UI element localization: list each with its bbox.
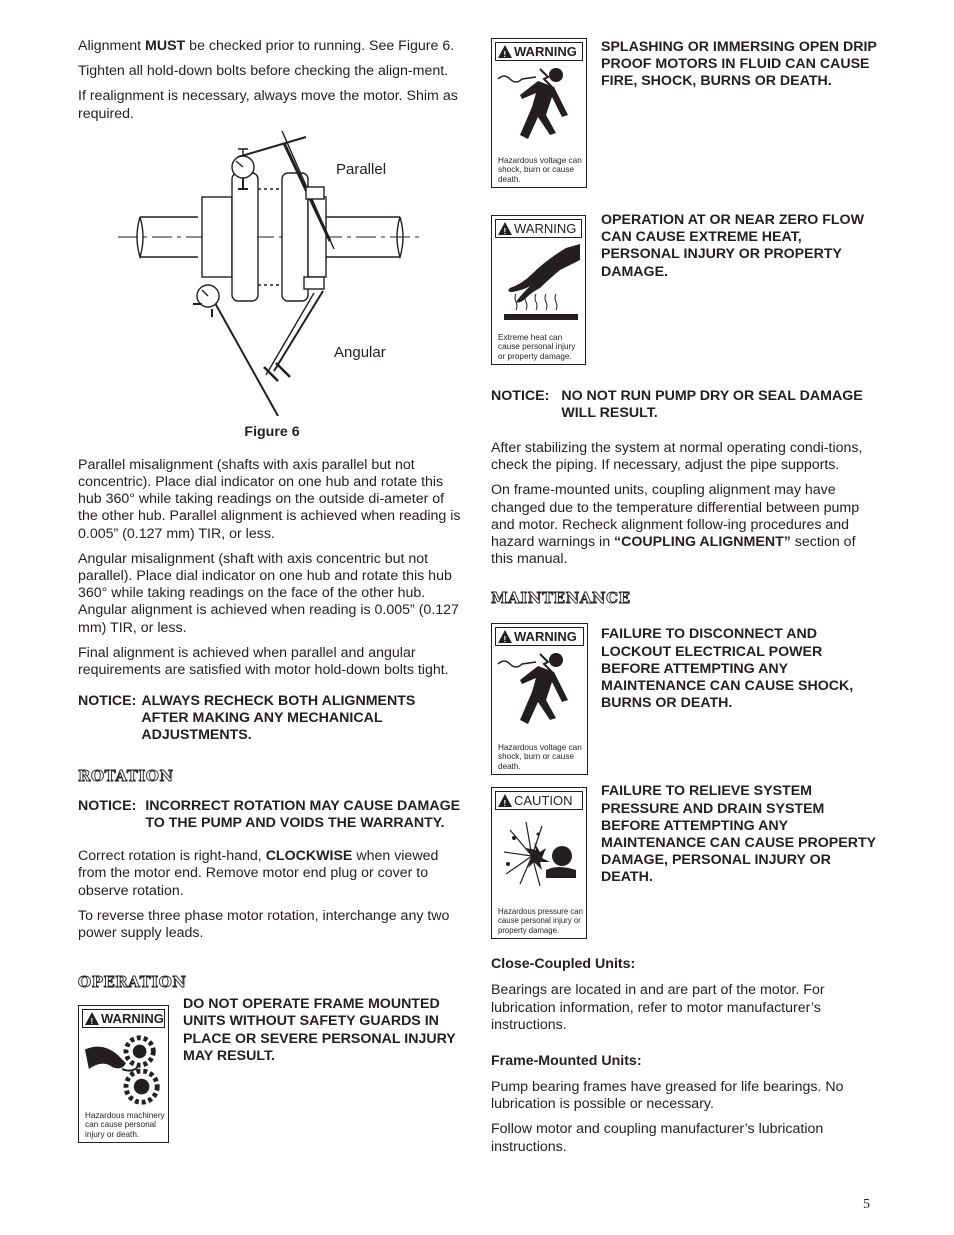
left-column (78, 38, 466, 1159)
warning-sign-caption: Extreme heat can cause personal injury or property damage. (498, 332, 576, 361)
svg-text:!: ! (90, 1017, 94, 1026)
electric-shock-icon (496, 648, 582, 732)
warning-sign-header: ! WARNING (495, 42, 583, 61)
frame-mounted-paragraph-2: Follow motor and coupling manufacturer’s lubrication instructions. (491, 1121, 824, 1155)
figure-6-diagram (78, 131, 466, 416)
page-number: 5 (863, 1197, 870, 1212)
warning-open-drip-motors (491, 38, 877, 188)
warning-sign-machinery (78, 1005, 169, 1143)
operation-warning (78, 996, 466, 1143)
caution-pressure-text: FAILURE TO RELIEVE SYSTEM PRESSURE AND DRAIN SYSTEM BEFORE ATTEMPTING ANY MAINTENANCE CAN CAUSE PROPERTY DAMAGE, PERSONAL INJURY OR DEATH. (601, 783, 876, 886)
notice-incorrect-rotation: NOTICE: INCORRECT ROTATION MAY CAUSE DAMAGE TO THE PUMP AND VOIDS THE WARRANTY. (78, 798, 461, 832)
warning-triangle-icon (498, 45, 512, 58)
svg-text:!: ! (503, 50, 507, 58)
right-column (491, 38, 877, 1164)
notice-recheck-alignments: NOTICE: ALWAYS RECHECK BOTH ALIGNMENTS AFTER MAKING ANY MECHANICAL ADJUSTMENTS. (78, 693, 416, 744)
rotation-paragraph: Correct rotation is right-hand, CLOCKWISE when viewed from the motor end. Remove motor end plug or cover to observe rotation. (78, 848, 439, 899)
warning-sign-caption: Hazardous machinery can cause personal injury or death. (85, 1110, 165, 1139)
warning-sign-caption: Hazardous voltage can shock, burn or cause death. (498, 742, 582, 771)
parallel-label: Parallel (336, 160, 387, 178)
close-coupled-heading: Close-Coupled Units: (491, 956, 636, 973)
operation-heading: OPERATION (78, 973, 187, 992)
alignment-paragraph: Alignment MUST be checked prior to running. See Figure 6. (78, 38, 455, 54)
svg-text:!: ! (503, 635, 507, 644)
operation-warning-text: DO NOT OPERATE FRAME MOUNTED UNITS WITHOUT SAFETY GUARDS IN PLACE OR SEVERE PERSONAL INJURY MAY RESULT. (183, 996, 456, 1064)
final-alignment-paragraph: Final alignment is achieved when parallel and angular requirements are satisfied with motor hold-down bolts tight. (78, 644, 449, 679)
hazardous-machinery-icon (83, 1030, 167, 1112)
warning-open-drip-text: SPLASHING OR IMMERSING OPEN DRIP PROOF MOTORS IN FLUID CAN CAUSE FIRE, SHOCK, BURNS OR DEATH. (601, 39, 877, 90)
caution-sign-caption: Hazardous pressure can cause personal injury or property damage. (498, 906, 583, 935)
warning-sign-voltage (491, 623, 588, 775)
angular-misalignment-paragraph: Angular misalignment (shaft with axis concentric but not parallel). Place dial indicator on one hub and rotate this hub 360° while taking readings on the face of the other hub. Angular alignment is achieved when reading is 0.005” (0.127 mm) TIR, or less. (78, 550, 459, 636)
frame-mounted-alignment-paragraph: On frame-mounted units, coupling alignment may have changed due to the temperature differential between pump and motor. Recheck alignment follow-ing procedures and hazard warnings in “COUPLING ALIGNMENT” section of this manual. (491, 482, 860, 568)
caution-sign-pressure (491, 787, 587, 939)
warning-triangle-icon (85, 1012, 99, 1025)
realignment-paragraph: If realignment is necessary, always move the motor. Shim as required. (78, 88, 458, 122)
svg-text:!: ! (503, 799, 507, 808)
warning-sign-header: ! WARNING (495, 627, 584, 646)
angular-label: Angular (334, 343, 386, 361)
caution-sign-header: ! CAUTION (495, 791, 583, 810)
rotation-heading: ROTATION (78, 767, 174, 786)
warning-triangle-icon (498, 222, 512, 235)
electric-shock-icon (496, 63, 582, 147)
caution-system-pressure (491, 783, 877, 939)
figure-caption: Figure 6 (244, 423, 300, 440)
frame-mounted-heading: Frame-Mounted Units: (491, 1053, 642, 1070)
warning-lockout-power (491, 623, 877, 775)
warning-triangle-icon (498, 794, 512, 807)
parallel-misalignment-paragraph: Parallel misalignment (shafts with axis parallel but not concentric). Place dial indicator on one hub and rotate this hub 360° while taking readings on the outside di-ameter of the other hub. Parallel alignment is achieved when reading is 0.005” (0.127 mm) TIR, or less. (78, 456, 461, 542)
warning-triangle-icon (498, 630, 512, 643)
warning-zero-flow (491, 212, 877, 365)
coupling-alignment-illustration (78, 131, 466, 416)
warning-sign-header: ! WARNING (495, 219, 582, 238)
warning-sign-voltage (491, 38, 587, 188)
reverse-rotation-paragraph: To reverse three phase motor rotation, interchange any two power supply leads. (78, 907, 450, 942)
maintenance-heading: MAINTENANCE (491, 589, 631, 608)
warning-zero-flow-text: OPERATION AT OR NEAR ZERO FLOW CAN CAUSE EXTREME HEAT, PERSONAL INJURY OR PROPERTY DAMAGE. (601, 212, 864, 280)
frame-mounted-paragraph-1: Pump bearing frames have greased for life bearings. No lubrication is possible or necessary. (491, 1079, 844, 1113)
close-coupled-paragraph: Bearings are located in and are part of the motor. For lubrication information, refer to motor manufacturer’s instructions. (491, 982, 825, 1033)
svg-text:!: ! (503, 227, 507, 235)
warning-lockout-text: FAILURE TO DISCONNECT AND LOCKOUT ELECTRICAL POWER BEFORE ATTEMPTING ANY MAINTENANCE CAN CAUSE SHOCK, BURNS OR DEATH. (601, 626, 854, 712)
warning-sign-heat (491, 215, 586, 365)
warning-sign-header: ! WARNING (82, 1009, 165, 1028)
hazardous-pressure-icon (496, 812, 582, 896)
warning-sign-caption: Hazardous voltage can shock, burn or cause death. (498, 155, 582, 184)
extreme-heat-icon (496, 240, 582, 324)
tighten-paragraph: Tighten all hold-down bolts before checking the align-ment. (78, 63, 449, 80)
notice-dry-run: NOTICE: NO NOT RUN PUMP DRY OR SEAL DAMAGE WILL RESULT. (491, 388, 863, 421)
stabilizing-paragraph: After stabilizing the system at normal operating condi-tions, check the piping. If necessary, adjust the pipe supports. (491, 440, 863, 474)
